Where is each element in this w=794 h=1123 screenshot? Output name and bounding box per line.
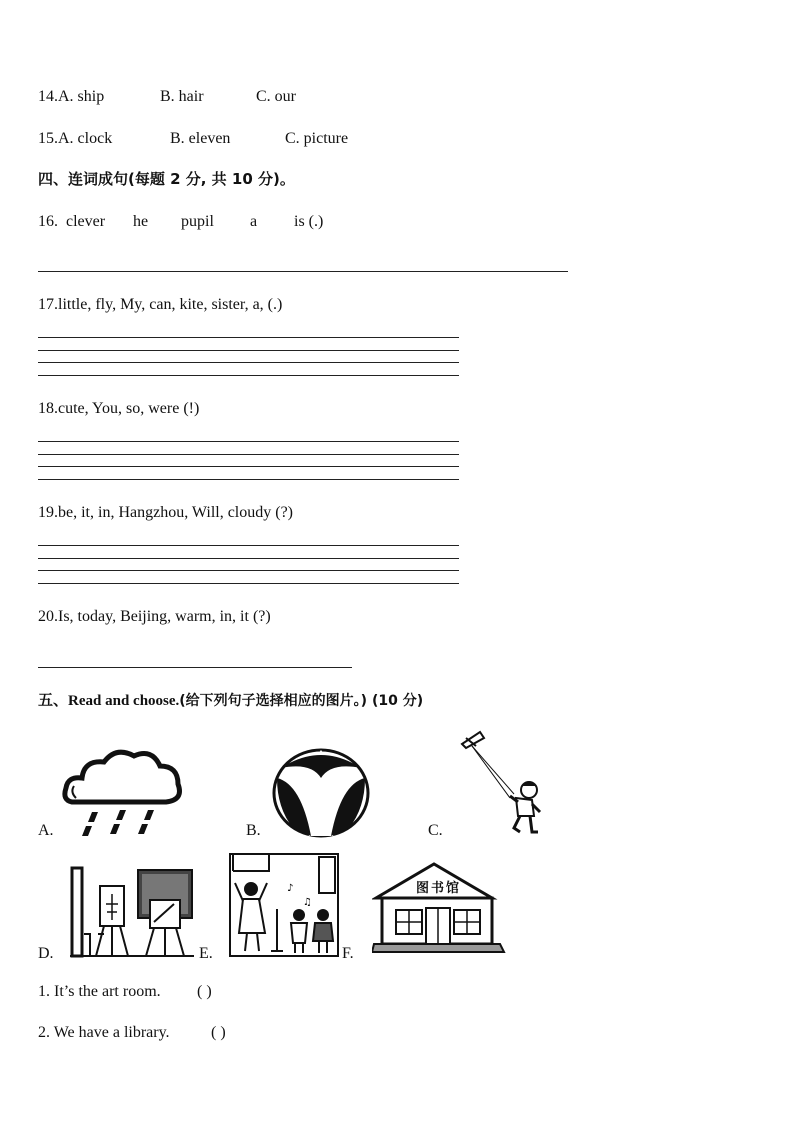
question-17: 17.little, fly, My, can, kite, sister, a, (.) bbox=[38, 296, 283, 313]
answer-blank[interactable]: ( ) bbox=[197, 983, 212, 1000]
library-building-icon bbox=[372, 862, 512, 954]
picture-label-c: C. bbox=[428, 822, 443, 839]
option-a: A. ship bbox=[58, 88, 105, 105]
option-c: C. our bbox=[256, 88, 296, 105]
rain-cloud-icon bbox=[62, 742, 184, 838]
answer-line[interactable] bbox=[38, 558, 459, 559]
svg-text:♫: ♫ bbox=[303, 897, 312, 908]
answer-line[interactable] bbox=[38, 375, 459, 376]
answer-line[interactable] bbox=[38, 583, 459, 584]
option-b: B. eleven bbox=[170, 130, 231, 147]
answer-line[interactable] bbox=[38, 479, 459, 480]
word: clever bbox=[66, 213, 106, 230]
answer-line[interactable] bbox=[38, 362, 459, 363]
question-16-number: 16. bbox=[38, 213, 58, 230]
word: a bbox=[250, 213, 258, 230]
music-room-icon bbox=[229, 853, 339, 957]
answer-blank[interactable]: ( ) bbox=[211, 1024, 226, 1041]
art-room-icon bbox=[70, 864, 194, 958]
answer-line[interactable] bbox=[38, 337, 459, 338]
answer-line[interactable] bbox=[38, 441, 459, 442]
word: pupil bbox=[181, 213, 214, 230]
question-number: 14. bbox=[38, 88, 58, 105]
option-c: C. picture bbox=[285, 130, 349, 147]
sentence-text: 2. We have a library. bbox=[38, 1024, 170, 1041]
kite-boy-icon bbox=[452, 728, 542, 840]
answer-line[interactable] bbox=[38, 570, 459, 571]
answer-line[interactable] bbox=[38, 466, 459, 467]
picture-label-b: B. bbox=[246, 822, 261, 839]
question-19: 19.be, it, in, Hangzhou, Will, cloudy (?) bbox=[38, 504, 294, 521]
section-5-title bbox=[38, 691, 423, 710]
answer-line[interactable] bbox=[38, 545, 459, 546]
answer-line[interactable] bbox=[38, 271, 568, 272]
picture-label-d: D. bbox=[38, 945, 54, 962]
question-20: 20.Is, today, Beijing, warm, in, it (?) bbox=[38, 608, 271, 625]
picture-label-f: F. bbox=[342, 945, 354, 962]
section-4-title: 四、连词成句(每题 2 分, 共 10 分)。 bbox=[38, 170, 295, 188]
section-5-number: 五、 bbox=[38, 691, 69, 709]
word: is (.) bbox=[294, 213, 324, 230]
question-15 bbox=[38, 130, 112, 148]
section-5-bold: Read and choose. bbox=[68, 693, 180, 709]
option-b: B. hair bbox=[160, 88, 204, 105]
svg-text:♪: ♪ bbox=[287, 883, 294, 894]
option-a: A. clock bbox=[58, 130, 113, 147]
question-18: 18.cute, You, so, were (!) bbox=[38, 400, 200, 417]
question-14 bbox=[38, 88, 104, 106]
answer-line[interactable] bbox=[38, 454, 459, 455]
question-number: 15. bbox=[38, 130, 58, 147]
library-sign: 图书馆 bbox=[416, 881, 462, 896]
answer-line[interactable] bbox=[38, 350, 459, 351]
sentence-text: 1. It’s the art room. bbox=[38, 983, 161, 1000]
answer-line[interactable] bbox=[38, 667, 352, 668]
picture-label-a: A. bbox=[38, 822, 54, 839]
sentence-1 bbox=[38, 983, 161, 1001]
ball-icon bbox=[271, 748, 371, 838]
word: he bbox=[133, 213, 149, 230]
picture-label-e: E. bbox=[199, 945, 213, 962]
sentence-2 bbox=[38, 1024, 170, 1042]
section-5-rest: (给下列句子选择相应的图片。) (10 分) bbox=[179, 693, 424, 709]
